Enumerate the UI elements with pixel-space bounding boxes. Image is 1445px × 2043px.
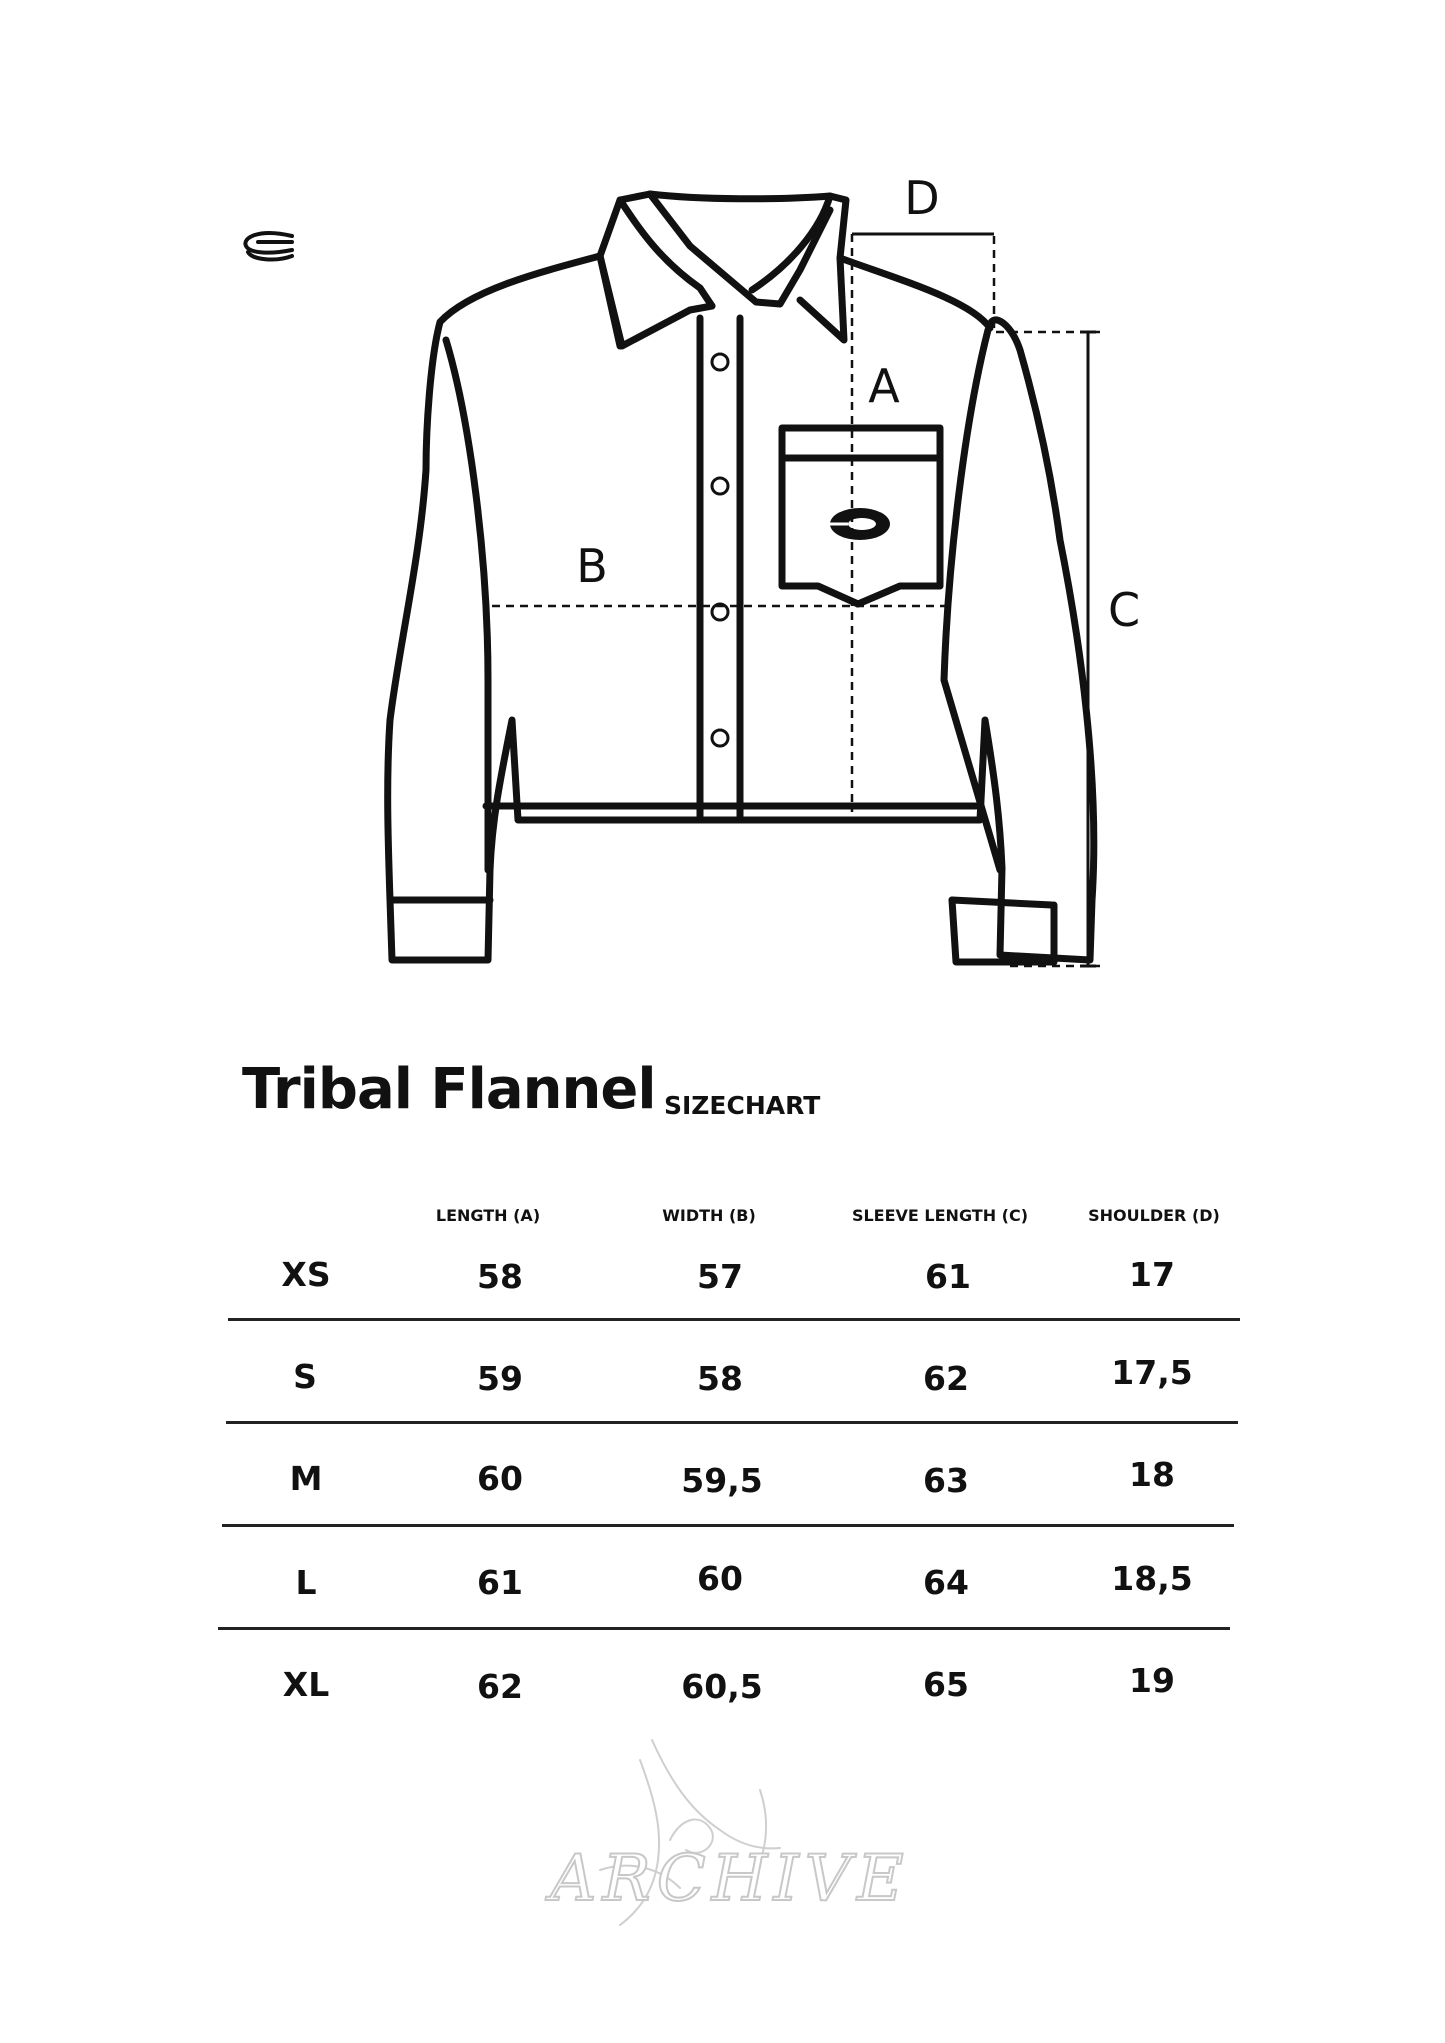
length-value: 59 <box>477 1359 523 1398</box>
sizechart-label: SIZECHART <box>664 1091 821 1120</box>
length-value: 61 <box>477 1563 523 1602</box>
shoulder-value: 18 <box>1129 1455 1175 1494</box>
row-divider <box>222 1524 1234 1527</box>
length-value: 62 <box>477 1667 523 1706</box>
marker-d: D <box>904 171 940 225</box>
length-value: 58 <box>477 1257 523 1296</box>
size-label: L <box>295 1563 317 1602</box>
width-value: 59,5 <box>681 1461 763 1500</box>
row-divider <box>218 1627 1230 1630</box>
width-value: 60,5 <box>681 1667 763 1706</box>
shoulder-value: 17 <box>1129 1255 1175 1294</box>
shoulder-value: 19 <box>1129 1661 1175 1700</box>
width-value: 60 <box>697 1559 743 1598</box>
shirt-diagram <box>0 0 1445 1000</box>
sleeve-value: 62 <box>923 1359 969 1398</box>
sleeve-value: 65 <box>923 1665 969 1704</box>
length-value: 60 <box>477 1459 523 1498</box>
sleeve-value: 61 <box>925 1257 971 1296</box>
watermark-text: ARCHIVE <box>550 1842 910 1916</box>
size-label: XS <box>281 1255 331 1294</box>
shoulder-value: 17,5 <box>1111 1353 1193 1392</box>
shirt-outline <box>388 194 1094 962</box>
size-label: XL <box>282 1665 330 1704</box>
width-value: 58 <box>697 1359 743 1398</box>
shoulder-value: 18,5 <box>1111 1559 1193 1598</box>
size-label: S <box>293 1357 317 1396</box>
tribal-emblem-icon <box>830 508 890 540</box>
marker-c: C <box>1107 583 1141 637</box>
width-value: 57 <box>697 1257 743 1296</box>
size-label: M <box>289 1459 323 1498</box>
archive-watermark-logo <box>440 1720 1020 1950</box>
marker-a: A <box>868 359 900 413</box>
shirt-buttons <box>712 354 728 746</box>
measurement-lines <box>492 234 1100 966</box>
sleeve-value: 64 <box>923 1563 969 1602</box>
column-header-shoulder: SHOULDER (D) <box>1088 1206 1220 1225</box>
marker-b: B <box>576 539 608 593</box>
column-header-width: WIDTH (B) <box>662 1206 756 1225</box>
sleeve-value: 63 <box>923 1461 969 1500</box>
column-header-sleeve: SLEEVE LENGTH (C) <box>851 1206 1029 1225</box>
row-divider <box>228 1318 1240 1321</box>
row-divider <box>226 1421 1238 1424</box>
column-header-length: LENGTH (A) <box>435 1206 541 1225</box>
brand-swirl-icon <box>245 233 292 259</box>
product-title: Tribal Flannel <box>242 1057 656 1122</box>
